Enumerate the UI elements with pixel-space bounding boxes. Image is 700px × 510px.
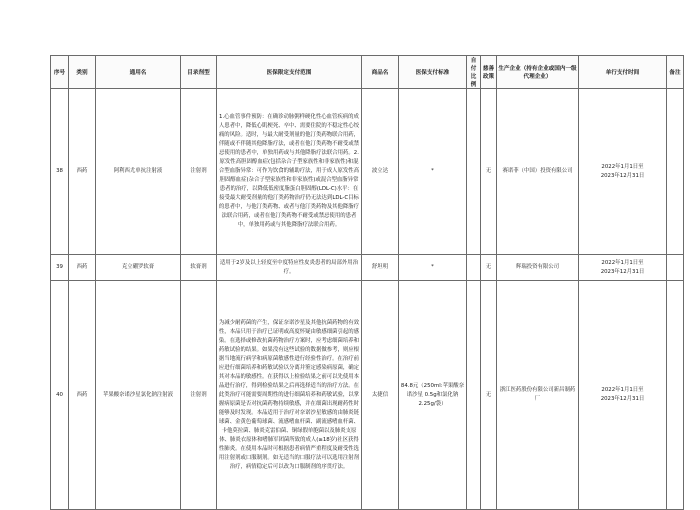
- header-limit: 医保限定支付范围: [217, 56, 362, 89]
- drug-table: [50, 55, 684, 510]
- cell-policy: 无: [481, 255, 497, 281]
- cell-period: [579, 255, 667, 281]
- cell-self-pay: [467, 89, 481, 255]
- period-start: 2022年1月1日至: [601, 163, 644, 170]
- cell-standard: 84.8元（250ml:苹果酸奈诺沙星 0.5g和氯化钠 2.25g/袋）: [399, 281, 467, 510]
- period-end: 2023年12月31日: [600, 396, 645, 402]
- cell-trade-name: 舒坦明: [362, 255, 399, 281]
- cell-period: [579, 281, 667, 510]
- cell-limit: 适用于2岁及以上轻度至中度特应性皮炎患者的局部外用治疗。: [217, 255, 362, 281]
- cell-category: 西药: [69, 89, 96, 255]
- cell-category: 西药: [69, 255, 96, 281]
- cell-trade-name: 太捷信: [362, 281, 399, 510]
- cell-generic-name: 苹果酸奈诺沙星氯化钠注射液: [96, 281, 181, 510]
- cell-note: [667, 281, 684, 510]
- header-trade-name: 商品名: [362, 56, 399, 89]
- cell-standard: *: [399, 255, 467, 281]
- header-dosage-form: 目录剂型: [181, 56, 217, 89]
- cell-limit: 为减少耐药菌的产生，保证奈诺沙星及其他抗菌药物的有效性，本品只用于治疗已证明或高度怀疑由敏感细菌引起的感染。在选择或修改抗菌药物治疗方案时，应考虑细菌培养和药敏试验的结果。如果没有这些试验的数据做参考，则应根据当地流行病学和病原菌敏感性进行经验性治疗。在治疗前应进行细菌培养和药敏试验以分离并鉴定感染病原菌，确定其对本品的敏感性。在获得以上检验结果之前可以先使用本品进行治疗，得到检验结果之后再选择适当的治疗方法。在此类治疗可能需要周期性的进行细菌培养和药敏试验，以掌握病原菌是否对抗菌药物持续敏感，并在细菌出现耐药性时能够及时发现。本品适用于治疗对奈诺沙星敏感的由肺炎链球菌、金黄色葡萄球菌、流感嗜血杆菌、副流感嗜血杆菌、卡他莫拉菌、肺炎克雷伯菌、铜绿假单胞菌以及肺炎支原体、肺炎衣原体和嗜肺军团菌所致的成人(≥18岁)社区获得性肺炎。在使用本品时可根据患者病情严重程度及耐受性选用注射剂或口服制剂。如无适当的口服疗法可以选用注射剂治疗，病情稳定后可以改为口服制剂的序贯疗法。: [217, 281, 362, 510]
- cell-standard: *: [399, 89, 467, 255]
- cell-note: [667, 255, 684, 281]
- header-generic-name: 通用名: [96, 56, 181, 89]
- cell-note: [667, 89, 684, 255]
- header-row: [51, 56, 684, 89]
- cell-self-pay: [467, 255, 481, 281]
- cell-generic-name: 阿利西尤单抗注射液: [96, 89, 181, 255]
- cell-seq: 38: [51, 89, 69, 255]
- cell-manufacturer: 浙江医药股份有限公司新昌制药厂: [497, 281, 579, 510]
- cell-category: 西药: [69, 281, 96, 510]
- cell-period: [579, 89, 667, 255]
- header-period: 单行支付时间: [579, 56, 667, 89]
- header-manufacturer: 生产企业（持有企业或国内一级代理企业）: [497, 56, 579, 89]
- header-self-pay: 自付比例: [467, 56, 481, 89]
- cell-policy: 无: [481, 281, 497, 510]
- header-policy: 慈善政策: [481, 56, 497, 89]
- header-seq: 序号: [51, 56, 69, 89]
- period-end: 2023年12月31日: [600, 268, 645, 275]
- header-category: 类别: [69, 56, 96, 89]
- period-end: 2023年12月31日: [600, 172, 645, 179]
- cell-self-pay: [467, 281, 481, 510]
- header-note: 备注: [667, 56, 684, 89]
- cell-limit: 1.心血管事件预防：在确诊动脉粥样硬化性心血管疾病的成人患者中，降低心肌梗死、卒中、需要住院的不稳定性心绞痛的风险。适时，与最大耐受剂量的他汀类药物联合用药，伴随或不伴随其他降脂疗法，或者在他汀类药物不耐受或禁忌使用的患者中，单独用药或与其他降脂疗法联合用药。2.原发性高胆固醇血症(包括杂合子型家族性和非家族性)和混合型血脂异常：可作为饮食的辅助疗法，用于成人原发性高胆固醇血症(杂合子型家族性和非家族性)或混合型血脂异常患者的治疗，以降低低密度脂蛋白胆固醇(LDL-C)水平：在接受最大耐受剂量的他汀类药物治疗仍无法达到LDL-C目标的患者中，与他汀类药物、或者与他汀类药物及其他降脂疗法联合用药，或者在他汀类药物不耐受或禁忌使用的患者中，单独用药或与其他降脂疗法联合用药。: [217, 89, 362, 255]
- cell-seq: 39: [51, 255, 69, 281]
- cell-generic-name: 克立硼罗软膏: [96, 255, 181, 281]
- cell-trade-name: 波立达: [362, 89, 399, 255]
- table-row: [51, 255, 684, 281]
- cell-manufacturer: 赛诺菲（中国）投资有限公司: [497, 89, 579, 255]
- table-row: [51, 281, 684, 510]
- cell-dosage-form: 软膏剂: [181, 255, 217, 281]
- period-start: 2022年1月1日至: [601, 387, 644, 393]
- cell-dosage-form: 注射剂: [181, 281, 217, 510]
- period-start: 2022年1月1日至: [601, 259, 644, 266]
- cell-dosage-form: 注射剂: [181, 89, 217, 255]
- table-row: [51, 89, 684, 255]
- cell-manufacturer: 辉瑞投资有限公司: [497, 255, 579, 281]
- header-standard: 医保支付标准: [399, 56, 467, 89]
- cell-policy: 无: [481, 89, 497, 255]
- cell-seq: 40: [51, 281, 69, 510]
